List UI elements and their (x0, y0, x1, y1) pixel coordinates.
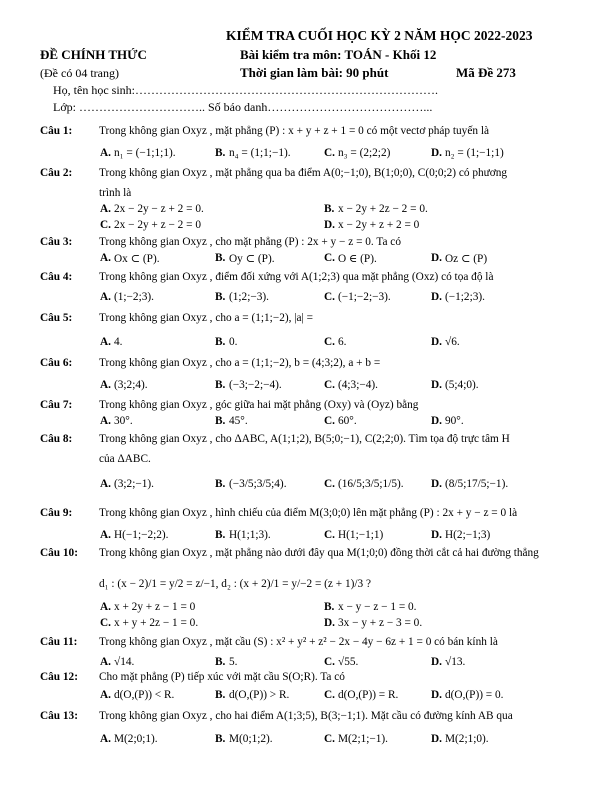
option-text[interactable]: x + y + 2z − 1 = 0. (114, 617, 199, 629)
option-letter[interactable]: C. (324, 336, 335, 348)
question-label: Câu 8: (40, 433, 73, 445)
option-letter[interactable]: C. (324, 656, 335, 668)
question-text: Trong không gian Oxyz , mặt phẳng qua ba điểm A(0;−1;0), B(1;0;0), C(0;0;2) có phương (99, 167, 508, 179)
time-label: Thời gian làm bài: 90 phút (240, 65, 389, 80)
option-letter[interactable]: D. (431, 291, 442, 303)
option-letter[interactable]: D. (431, 529, 442, 541)
option-text[interactable]: Oz ⊂ (P) (445, 253, 488, 265)
question-text: Trong không gian Oxyz , mặt phẳng nào dưới đây qua M(1;0;0) đồng thời cắt cả hai đường thẳng (99, 547, 539, 559)
option-text[interactable]: √55. (338, 656, 359, 668)
option-text[interactable]: x + 2y + z − 1 = 0 (114, 601, 196, 613)
option-text[interactable]: H(1;−1;1) (338, 529, 384, 541)
option-letter[interactable]: A. (100, 733, 111, 745)
option-text[interactable]: 6. (338, 336, 347, 348)
option-letter[interactable]: C. (324, 379, 335, 391)
option-letter[interactable]: C. (324, 733, 335, 745)
option-text[interactable]: 2x − 2y − z + 2 = 0. (114, 203, 204, 215)
option-text[interactable]: (1;2;−3). (229, 291, 269, 303)
option-letter[interactable]: D. (431, 733, 442, 745)
option-letter[interactable]: B. (215, 656, 226, 668)
option-letter[interactable]: A. (100, 601, 111, 613)
option-letter[interactable]: B. (215, 291, 226, 303)
question-label: Câu 9: (40, 507, 73, 519)
question-label: Câu 13: (40, 710, 78, 722)
option-text[interactable]: n₃ = (2;2;2) (338, 147, 391, 159)
option-text[interactable]: (−3;−2;−4). (229, 379, 282, 391)
option-letter[interactable]: C. (324, 252, 335, 264)
question-text: Trong không gian Oxyz , cho hai điểm A(1;3;5), B(3;−1;1). Mặt cầu có đường kính AB qua (99, 710, 513, 722)
option-letter[interactable]: A. (100, 415, 111, 427)
option-letter[interactable]: D. (324, 219, 335, 231)
option-letter[interactable]: A. (100, 336, 111, 348)
option-letter[interactable]: B. (215, 478, 226, 490)
option-text[interactable]: (−1;2;3). (445, 291, 485, 303)
option-text[interactable]: d(O,(P)) = 0. (445, 689, 504, 701)
option-letter[interactable]: C. (324, 415, 335, 427)
option-letter[interactable]: A. (100, 379, 111, 391)
option-text[interactable]: (1;−2;3). (114, 291, 154, 303)
option-letter[interactable]: C. (100, 617, 111, 629)
question-label: Câu 4: (40, 271, 73, 283)
option-text[interactable]: 5. (229, 656, 238, 668)
option-text[interactable]: n₁ = (−1;1;1). (114, 147, 176, 159)
option-letter[interactable]: A. (100, 689, 111, 701)
question-text-cont: trình là (99, 187, 132, 199)
option-text[interactable]: (−1;−2;−3). (338, 291, 391, 303)
option-letter[interactable]: C. (324, 529, 335, 541)
option-text[interactable]: 2x − 2y + z − 2 = 0 (114, 219, 201, 231)
option-text[interactable]: x − 2y + 2z − 2 = 0. (338, 203, 428, 215)
option-text[interactable]: 3x − y + z − 3 = 0. (338, 617, 423, 629)
question-text: Cho mặt phẳng (P) tiếp xúc với mặt cầu S(O;R). Ta có (99, 671, 345, 683)
option-letter[interactable]: C. (324, 147, 335, 159)
question-text: Trong không gian Oxyz , cho a = (1;1;−2), b = (4;3;2), a + b = (99, 357, 381, 369)
option-letter[interactable]: C. (324, 478, 335, 490)
option-text[interactable]: √13. (445, 656, 466, 668)
question-text: Trong không gian Oxyz , cho mặt phẳng (P) : 2x + y − z = 0. Ta có (99, 236, 401, 248)
question-text-cont: d₁ : (x − 2)/1 = y/2 = z/−1, d₂ : (x + 2)/1 = y/−2 = (z + 1)/3 ? (99, 578, 371, 590)
option-text[interactable]: d(O,(P)) < R. (114, 689, 175, 701)
option-letter[interactable]: B. (215, 379, 226, 391)
option-letter[interactable]: B. (215, 689, 226, 701)
option-text[interactable]: M(0;1;2). (229, 733, 273, 745)
option-text[interactable]: √14. (114, 656, 135, 668)
question-text-cont: của ΔABC. (99, 453, 151, 465)
option-text[interactable]: (5;4;0). (445, 379, 479, 391)
option-text[interactable]: H(−1;−2;2). (114, 529, 169, 541)
option-letter[interactable]: A. (100, 656, 111, 668)
question-text: Trong không gian Oxyz , góc giữa hai mặt phẳng (Oxy) và (Oyz) bằng (99, 399, 419, 411)
question-label: Câu 1: (40, 125, 73, 137)
question-label: Câu 11: (40, 636, 78, 648)
question-text: Trong không gian Oxyz , mặt cầu (S) : x² + y² + z² − 2x − 4y − 6z + 1 = 0 có bán kính là (99, 636, 498, 648)
question-label: Câu 5: (40, 312, 73, 324)
option-letter[interactable]: A. (100, 529, 111, 541)
option-text[interactable]: Oy ⊂ (P). (229, 253, 275, 265)
page-count: (Đề có 04 trang) (40, 66, 119, 80)
student-name-line: Họ, tên học sinh:…………………………………………………………………. (53, 83, 438, 97)
question-label: Câu 7: (40, 399, 73, 411)
option-letter[interactable]: D. (431, 147, 442, 159)
option-letter[interactable]: A. (100, 252, 111, 264)
option-letter[interactable]: C. (100, 219, 111, 231)
option-letter[interactable]: D. (431, 415, 442, 427)
option-letter[interactable]: B. (215, 415, 226, 427)
option-letter[interactable]: B. (215, 733, 226, 745)
official-label: ĐỀ CHÍNH THỨC (40, 47, 147, 62)
option-letter[interactable]: B. (215, 252, 226, 264)
option-letter[interactable]: D. (431, 656, 442, 668)
option-letter[interactable]: B. (215, 147, 226, 159)
option-text[interactable]: (3;2;4). (114, 379, 148, 391)
subject-label: Bài kiểm tra môn: TOÁN - Khối 12 (240, 47, 437, 62)
option-text[interactable]: 90°. (445, 415, 464, 427)
question-label: Câu 12: (40, 671, 78, 683)
question-text: Trong không gian Oxyz , hình chiếu của điểm M(3;0;0) lên mặt phẳng (P) : 2x + y − z = 0 là (99, 507, 518, 519)
option-letter[interactable]: D. (431, 336, 442, 348)
option-text[interactable]: d(O,(P)) = R. (338, 689, 399, 701)
class-line: Lớp: ………………………….. Số báo danh…………………………………... (53, 100, 433, 114)
option-text[interactable]: 45°. (229, 415, 248, 427)
option-text[interactable]: n₂ = (1;−1;1) (445, 147, 504, 159)
option-letter[interactable]: C. (324, 689, 335, 701)
option-text[interactable]: √6. (445, 336, 460, 348)
option-text[interactable]: 0. (229, 336, 238, 348)
option-text[interactable]: n₄ = (1;1;−1). (229, 147, 291, 159)
option-text[interactable]: Ox ⊂ (P). (114, 253, 160, 265)
option-letter[interactable]: A. (100, 478, 111, 490)
question-text: Trong không gian Oxyz , cho a = (1;1;−2), |a| = (99, 312, 313, 324)
option-letter[interactable]: D. (431, 689, 442, 701)
option-text[interactable]: O ∈ (P). (338, 253, 377, 265)
option-letter[interactable]: B. (324, 203, 335, 215)
option-text[interactable]: 30°. (114, 415, 133, 427)
exam-code: Mã Đề 273 (456, 65, 516, 80)
question-text: Trong không gian Oxyz , mặt phẳng (P) : x + y + z + 1 = 0 có một vectơ pháp tuyến là (99, 125, 489, 137)
option-text[interactable]: 60°. (338, 415, 357, 427)
option-letter[interactable]: A. (100, 203, 111, 215)
option-letter[interactable]: D. (431, 478, 442, 490)
option-text[interactable]: (8/5;17/5;−1). (445, 478, 509, 490)
option-text[interactable]: M(2;1;0). (445, 733, 489, 745)
option-letter[interactable]: A. (100, 291, 111, 303)
option-text[interactable]: M(2;1;−1). (338, 733, 388, 745)
option-text[interactable]: d(O,(P)) > R. (229, 689, 290, 701)
option-letter[interactable]: B. (215, 529, 226, 541)
question-text: Trong không gian Oxyz , cho ΔABC, A(1;1;2), B(5;0;−1), C(2;2;0). Tìm tọa độ trực tâm H (99, 433, 510, 445)
option-text[interactable]: (16/5;3/5;1/5). (338, 478, 404, 490)
option-letter[interactable]: B. (215, 336, 226, 348)
option-text[interactable]: (4;3;−4). (338, 379, 378, 391)
option-letter[interactable]: D. (431, 379, 442, 391)
option-text[interactable]: (3;2;−1). (114, 478, 154, 490)
option-text[interactable]: x − 2y + z + 2 = 0 (338, 219, 420, 231)
option-text[interactable]: H(2;−1;3) (445, 529, 491, 541)
option-text[interactable]: H(1;1;3). (229, 529, 271, 541)
question-label: Câu 6: (40, 357, 73, 369)
option-letter[interactable]: D. (431, 252, 442, 264)
option-letter[interactable]: A. (100, 147, 111, 159)
option-text[interactable]: (−3/5;3/5;4). (229, 478, 287, 490)
question-text: Trong không gian Oxyz , điểm đối xứng với A(1;2;3) qua mặt phẳng (Oxz) có tọa độ là (99, 271, 494, 283)
question-label: Câu 2: (40, 167, 73, 179)
option-text[interactable]: M(2;0;1). (114, 733, 158, 745)
option-letter[interactable]: D. (324, 617, 335, 629)
question-label: Câu 10: (40, 547, 78, 559)
exam-title: KIỂM TRA CUỐI HỌC KỲ 2 NĂM HỌC 2022-2023 (226, 28, 533, 43)
option-letter[interactable]: C. (324, 291, 335, 303)
option-text[interactable]: 4. (114, 336, 123, 348)
option-text[interactable]: x − y − z − 1 = 0. (338, 601, 417, 613)
question-label: Câu 3: (40, 236, 73, 248)
option-letter[interactable]: B. (324, 601, 335, 613)
